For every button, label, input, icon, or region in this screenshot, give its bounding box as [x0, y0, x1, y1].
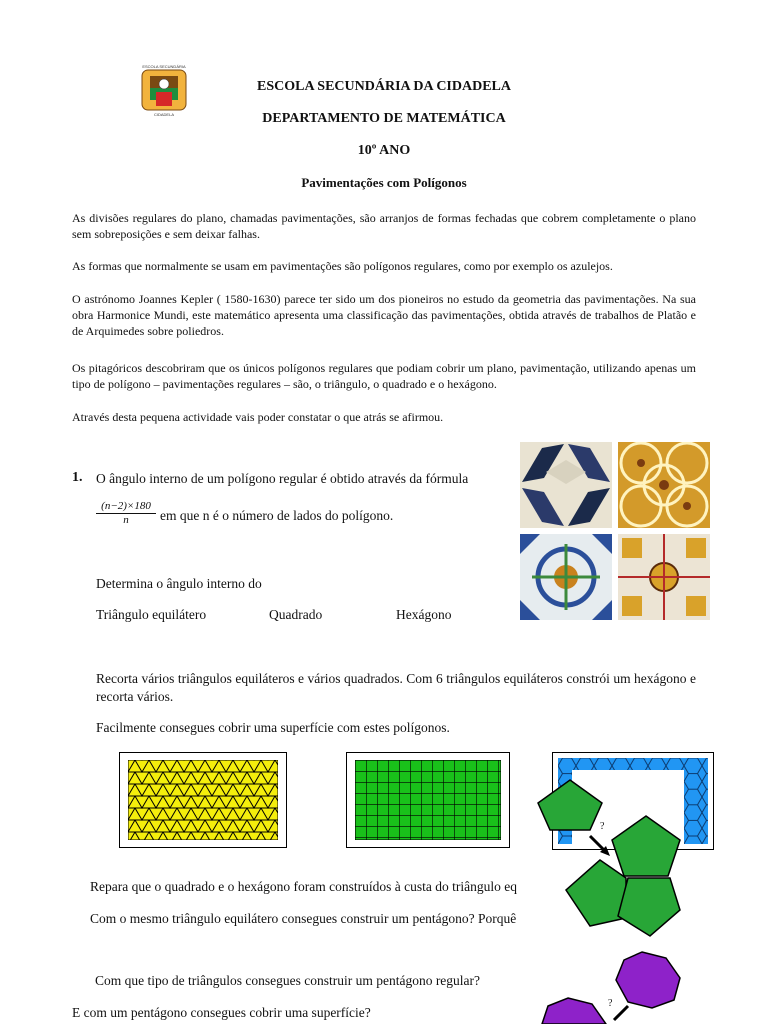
- question-prompt: Determina o ângulo interno do: [96, 576, 262, 591]
- tile-image-floral-blue: [520, 534, 612, 620]
- intro-paragraph-1: As divisões regulares do plano, chamadas pavimentações, são arranjos de formas fechadas que cobrem completamente o plano sem sobreposições e sem deixar falhas.: [72, 211, 696, 241]
- pentagon-shape-middle: [566, 860, 626, 926]
- triangles-question: Com que tipo de triângulos consegues construir um pentágono regular?: [95, 973, 481, 988]
- formula: [96, 500, 156, 526]
- formula-numerator: (n−2)×180: [96, 500, 156, 514]
- question-text: O ângulo interno de um polígono regular é obtido através da fórmula: [96, 471, 469, 486]
- option-triangle: Triângulo equilátero: [96, 607, 207, 622]
- cover-pentagon-question: E com um pentágono consegues cobrir uma superfície?: [72, 1005, 371, 1020]
- pentagon-question: Com o mesmo triângulo equilátero consegues construir um pentágono? Porquê: [90, 911, 517, 926]
- page-title: Pavimentações com Polígonos: [301, 175, 467, 190]
- pentagon-shape-top: [612, 816, 680, 876]
- heptagon-question-mark: ?: [608, 998, 613, 1009]
- school-year: 10º ANO: [357, 143, 411, 158]
- heptagon-shape-bottom: [542, 998, 606, 1024]
- heptagon-cluster-figure: [530, 950, 690, 1024]
- formula-denominator: n: [123, 514, 129, 526]
- tile-image-floral-orange: [618, 534, 710, 620]
- pentagon-question-mark: ?: [600, 821, 605, 832]
- pentagon-cluster-figure: [530, 770, 690, 940]
- triangle-tessellation-figure: [119, 752, 287, 848]
- school-name: ESCOLA SECUNDÁRIA DA CIDADELA: [257, 79, 511, 94]
- tile-image-diamonds: [520, 442, 612, 528]
- cut-instructions: Recorta vários triângulos equiláteros e vários quadrados. Com 6 triângulos equiláteros constrói um hexágono e recorta vários.: [96, 671, 696, 704]
- option-square: Quadrado: [269, 607, 323, 622]
- logo-caption-top: ESCOLA SECUNDÁRIA: [142, 64, 186, 69]
- pentagon-shape-left: [538, 780, 605, 832]
- intro-paragraph-4: Os pitagóricos descobriram que os únicos polígonos regulares que podiam cobrir um plano, pavimentação, utilizando apenas um tipo de polígono – pavimentações regulares – são, o triângulo, o quadrado e o hexágono.: [72, 361, 696, 391]
- intro-paragraph-5: Através desta pequena actividade vais poder constatar o que atrás se afirmou.: [72, 410, 444, 424]
- option-hexagon: Hexágono: [396, 607, 452, 622]
- square-tessellation-figure: [346, 752, 510, 848]
- square-grid: [355, 760, 501, 840]
- intro-paragraph-2: As formas que normalmente se usam em pavimentações são polígonos regulares, como por exemplo os azulejos.: [72, 259, 613, 273]
- pentagon-shape-bottom: [618, 878, 680, 936]
- question-number: 1.: [72, 470, 83, 485]
- heptagon-shape-top: [616, 952, 680, 1008]
- heptagon-arrow: [614, 1006, 628, 1020]
- department-name: DEPARTAMENTO DE MATEMÁTICA: [262, 111, 506, 126]
- tile-image-circles: [618, 442, 710, 528]
- logo-caption-bottom: CIDADELA: [153, 112, 174, 117]
- intro-paragraph-3: O astrónomo Joannes Kepler ( 1580-1630) parece ter sido um dos pioneiros no estudo da geometria das pavimentações. Na sua obra Harmonice Mundi, este matemático apresenta uma classificação das pavimentações, obtida através de trabalhos de Platão e de Arquimedes sobre poliedros.: [72, 292, 696, 338]
- triangle-grid: [128, 760, 278, 840]
- formula-description: em que n é o número de lados do polígono.: [160, 508, 394, 523]
- note-triangle-construction: Repara que o quadrado e o hexágono foram construídos à custa do triângulo eq: [90, 879, 517, 894]
- cover-statement: Facilmente consegues cobrir uma superfície com estes polígonos.: [96, 720, 450, 735]
